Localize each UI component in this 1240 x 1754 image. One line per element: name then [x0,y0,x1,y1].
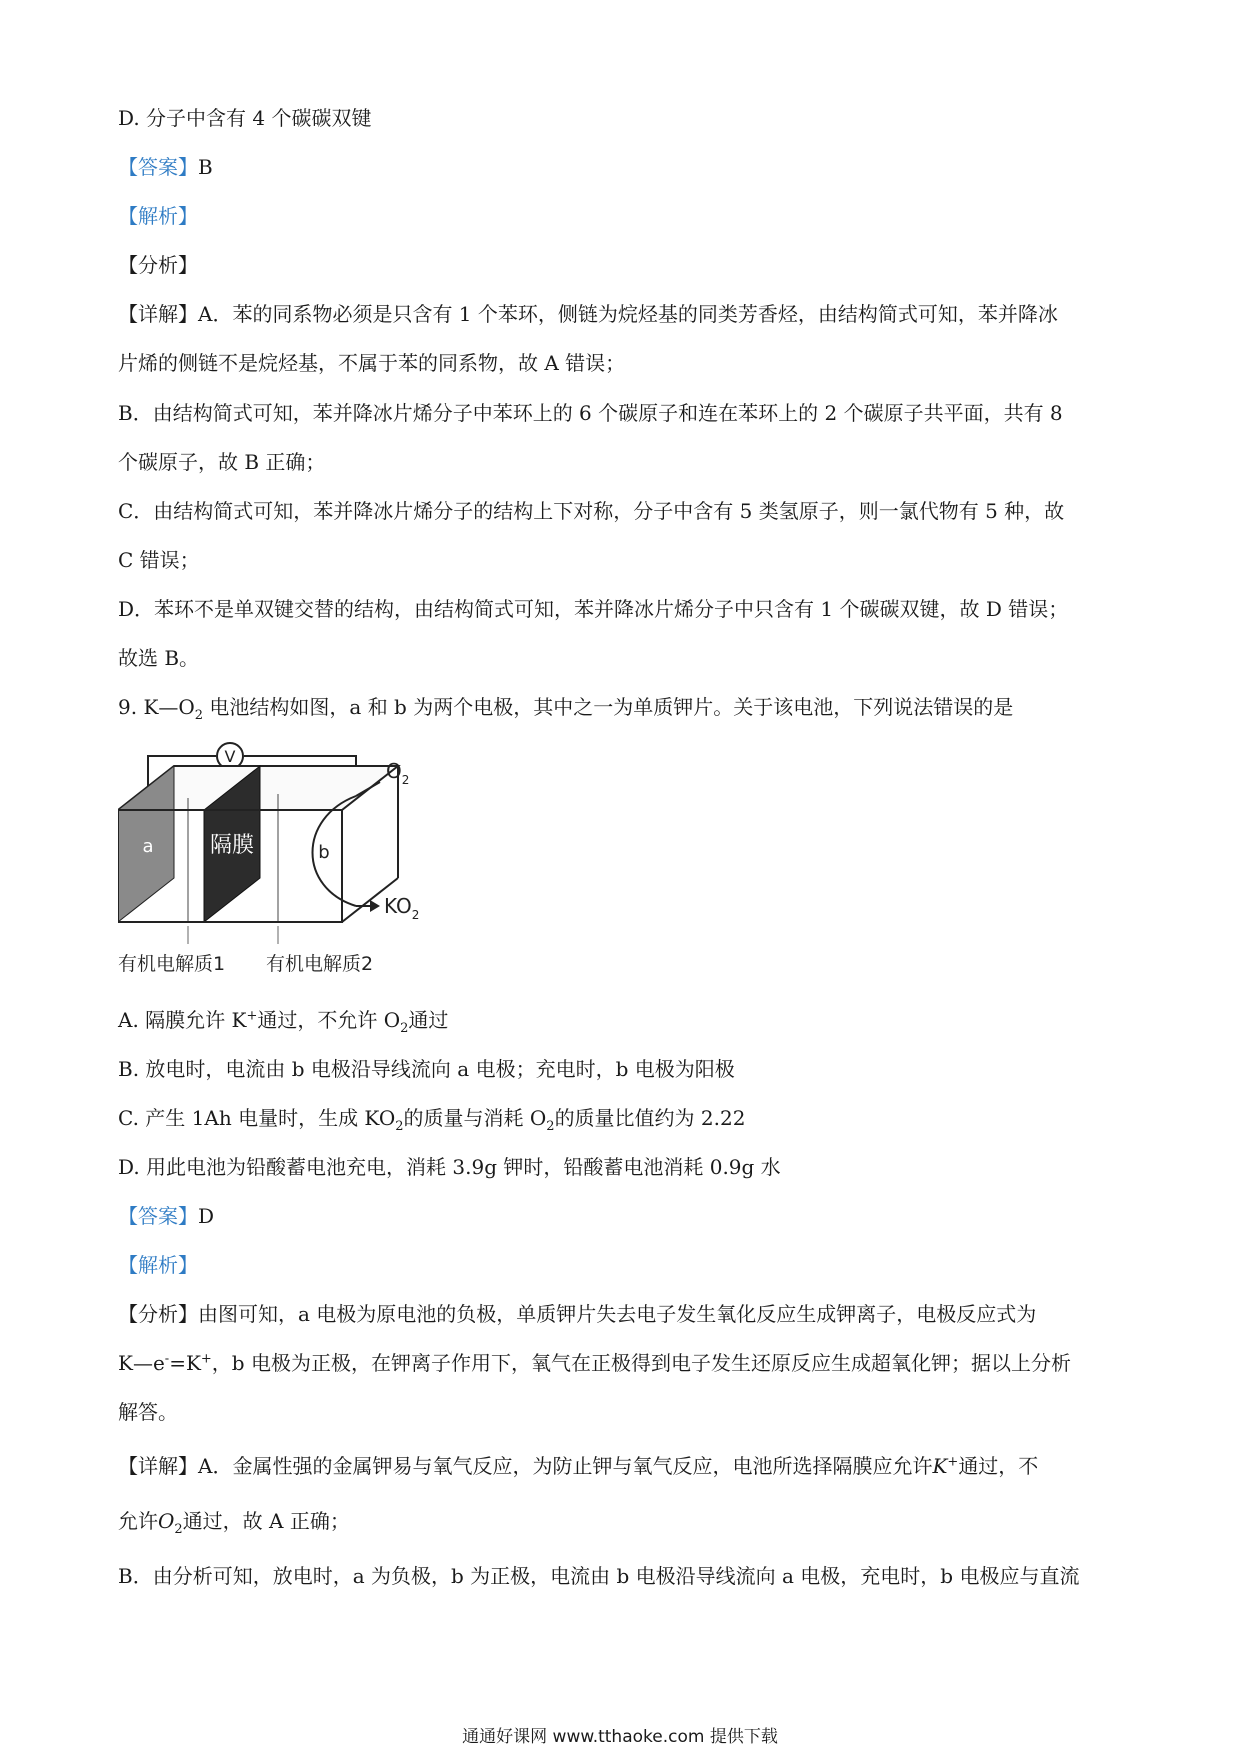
q9-fenxi-2: K—e-=K+，b 电极为正极，在钾离子作用下，氧气在正极得到电子发生还原反应生成超氧化钾；据以上分析 [118,1351,1071,1375]
detail-tag: 【详解】 [118,1454,198,1478]
answer-value: B [198,155,213,179]
q9-detail-a-1: 【详解】A．金属性强的金属钾易与氧气反应，为防止钾与氧气反应，电池所选择隔膜应允许K+通过，不 [118,1454,1039,1478]
q8-option-d: D. 分子中含有 4 个碳碳双键 [118,106,372,130]
q8-detail-c-1: C．由结构简式可知，苯并降冰片烯分子的结构上下对称，分子中含有 5 类氢原子，则一氯代物有 5 种，故 [118,499,1065,523]
o2-label: $O_2$ [386,759,410,787]
page-footer: 通通好课网 www.tthaoke.com 提供下载 [462,1727,778,1747]
q9-option-b: B. 放电时，电流由 b 电极沿导线流向 a 电极；充电时，b 电极为阳极 [118,1057,735,1081]
fenxi-tag: 【分析】 [118,1302,198,1326]
q9-detail-a-2: 允许$O_2$通过，故 A 正确； [118,1509,350,1537]
answer-tag: 【答案】 [118,155,198,179]
ko2-label: $KO_2$ [384,894,420,922]
q9-detail-b-1: B．由分析可知，放电时，a 为负极，b 为正极，电流由 b 电极沿导线流向 a 电极，充电时，b 电极应与直流 [118,1564,1080,1588]
q9-analysis-tag: 【解析】 [118,1253,198,1277]
q9-fenxi-1: 【分析】由图可知，a 电极为原电池的负极，单质钾片失去电子发生氧化反应生成钾离子，电极反应式为 [118,1302,1037,1326]
q9-stem: 9. $K—O_2$ 电池结构如图，a 和 b 为两个电极，其中之一为单质钾片。关于该电池，下列说法错误的是 [118,695,1014,723]
k-o2-battery-diagram [118,738,478,988]
q8-detail-c-2: C 错误； [118,548,200,572]
q8-detail-d-1: D．苯环不是单双键交替的结构，由结构简式可知，苯并降冰片烯分子中只含有 1 个碳碳双键，故 D 错误； [118,597,1069,621]
q8-analysis-tag: 【解析】 [118,204,198,228]
ko2-arrowhead [370,900,380,912]
detail-tag: 【详解】 [118,302,198,326]
electrode-a-label: a [142,836,154,857]
electrode-b-label: b [318,842,330,863]
q8-detail-b-1: B．由结构简式可知，苯并降冰片烯分子中苯环上的 6 个碳原子和连在苯环上的 2 个碳原子共平面，共有 8 [118,401,1063,425]
q9-option-a: A. 隔膜允许 K+通过，不允许 $O_2$通过 [118,1008,449,1036]
q8-fenxi-tag: 【分析】 [118,253,198,277]
membrane-label: 隔膜 [209,833,255,858]
voltmeter-label: V [224,747,236,766]
electrolyte-1-label: 有机电解质1 [118,953,226,975]
q9-fenxi-3: 解答。 [118,1400,178,1424]
q9-option-c: C. 产生 1Ah 电量时，生成 $KO_2$的质量与消耗 $O_2$的质量比值约为 2.22 [118,1106,746,1134]
q8-answer [118,153,1130,181]
q8-detail-b-2: 个碳原子，故 B 正确； [118,450,326,474]
answer-tag: 【答案】 [118,1204,198,1228]
answer-value: D [198,1204,215,1228]
q8-detail-a-2: 片烯的侧链不是烷烃基，不属于苯的同系物，故 A 错误； [118,351,626,375]
q9-answer [118,1202,1130,1230]
q8-conclusion: 故选 B。 [118,646,200,670]
q9-option-d: D. 用此电池为铅酸蓄电池充电，消耗 3.9g 钾时，铅酸蓄电池消耗 0.9g 水 [118,1155,781,1179]
electrolyte-2-label: 有机电解质2 [266,953,374,975]
q8-detail-a-1: 【详解】A．苯的同系物必须是只含有 1 个苯环，侧链为烷烃基的同类芳香烃，由结构简式可知，苯并降冰 [118,302,1058,326]
